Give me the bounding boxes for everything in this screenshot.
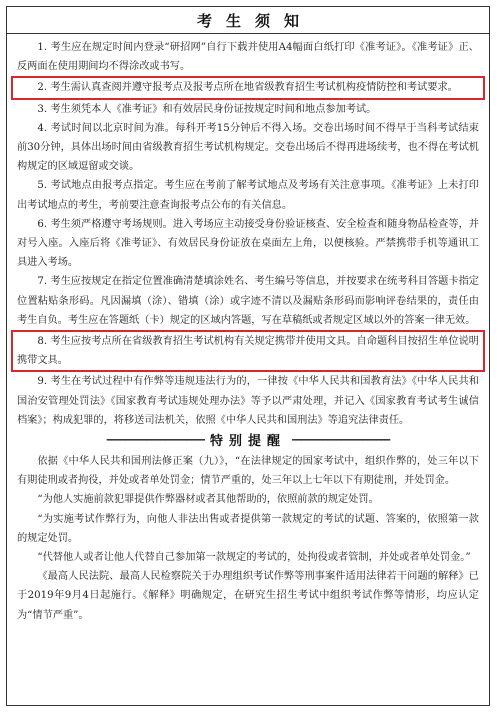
page-title: 考生须知 (196, 11, 313, 30)
reminder-heading (17, 432, 479, 452)
rule-4: 4. 考试时间以北京时间为准。每科开考15分钟后不得入场。交卷出场时间不得早于当科考试结束前30分钟，具体出场时间由省级教育招生考试机构规定。交卷出场后不得再进场续考，也不得在考试机构规定的区域逗留或交谈。 (17, 122, 479, 173)
rule-2-highlighted: 2. 考生需认真查阅并遵守报考点及报考点所在地省级教育招生考试机构疫情防控和考试要求。 (13, 78, 483, 97)
rule-8-highlighted: 8. 考生应按考点所在省级教育招生考试机构有关规定携带并使用文具。自命题科目按招生单位说明携带文具。 (13, 332, 483, 370)
reminder-paragraph-2: “为他人实施前款犯罪提供作弊器材或者其他帮助的，依照前款的规定处罚。 (37, 494, 379, 506)
divider-left: ━━━━━━━━━━━━━━━━━━━━━━ (106, 436, 204, 447)
notice-page (6, 6, 490, 706)
divider-right: ━━━━━━━━━━━━━━━━━━━━━━ (292, 436, 390, 447)
rule-5: 5. 考试地点由报考点指定。考生应在考前了解考试地点及考场有关注意事项。《准考证》上未打印出考试地点的考生，考前要注意查询报考点公布的有关信息。 (17, 180, 479, 211)
reminder-paragraph-3: “为实施考试作弊行为，向他人非法出售或者提供第一款规定的考试的试题、答案的，依照第一款的规定处罚。 (17, 513, 479, 544)
rule-7: 7. 考生应按规定在指定位置准确清楚填涂姓名、考生编号等信息，并按要求在统考科目答题卡指定位置粘贴条形码。凡因漏填（涂）、错填（涂）或字迹不清以及漏贴条形码而影响评卷结果的，责任由考生自负。考生应在答题纸（卡）规定的区域内答题，写在草稿纸或者规定区域以外的答案一律无效。 (17, 276, 479, 326)
title-bar (7, 7, 489, 34)
rule-1: 1. 考生应在规定时间内登录“研招网”自行下载并使用A4幅面白纸打印《准考证》。《准考证》正、反两面在使用期间均不得涂改或书写。 (17, 42, 479, 73)
rule-3: 3. 考生须凭本人《准考证》和有效居民身份证按规定时间和地点参加考试。 (37, 103, 377, 115)
reminder-paragraph-4: “代替他人或者让他人代替自己参加第一款规定的考试的，处拘役或者管制，并处或者单处罚金。” (37, 552, 471, 564)
rule-9: 9. 考生在考试过程中有作弊等违规违法行为的，一律按《中华人民共和国教育法》《中华人民共和国治安管理处罚法》《国家教育考试违规处理办法》等予以严肃处理，并记入《国家教育考试考生诚信档案》；构成犯罪的，将移送司法机关，依照《中华人民共和国刑法》等追究法律责任。 (17, 376, 479, 426)
notice-content (7, 34, 489, 625)
reminder-paragraph-5: 《最高人民法院、最高人民检察院关于办理组织考试作弊等刑事案件适用法律若干问题的解释》已于2019年9月4日起施行。《解释》明确规定，在研究生招生考试中组织考试作弊等情形，均应认定为“情节严重”。 (17, 571, 479, 621)
reminder-title: 特别提醒 (209, 434, 286, 450)
reminder-paragraph-1: 依据《中华人民共和国刑法修正案（九）》，“在法律规定的国家考试中，组织作弊的，处三年以下有期徒刑或者拘役，并处或者单处罚金；情节严重的，处三年以上七年以下有期徒刑，并处罚金。 (17, 456, 479, 487)
rule-6: 6. 考生须严格遵守考场规则。进入考场应主动接受身份验证核查、安全检查和随身物品检查等，并对号入座。入座后将《准考证》、有效居民身份证放在桌面左上角，以便核验。严禁携带手机等通讯工具进入考场。 (17, 218, 479, 269)
